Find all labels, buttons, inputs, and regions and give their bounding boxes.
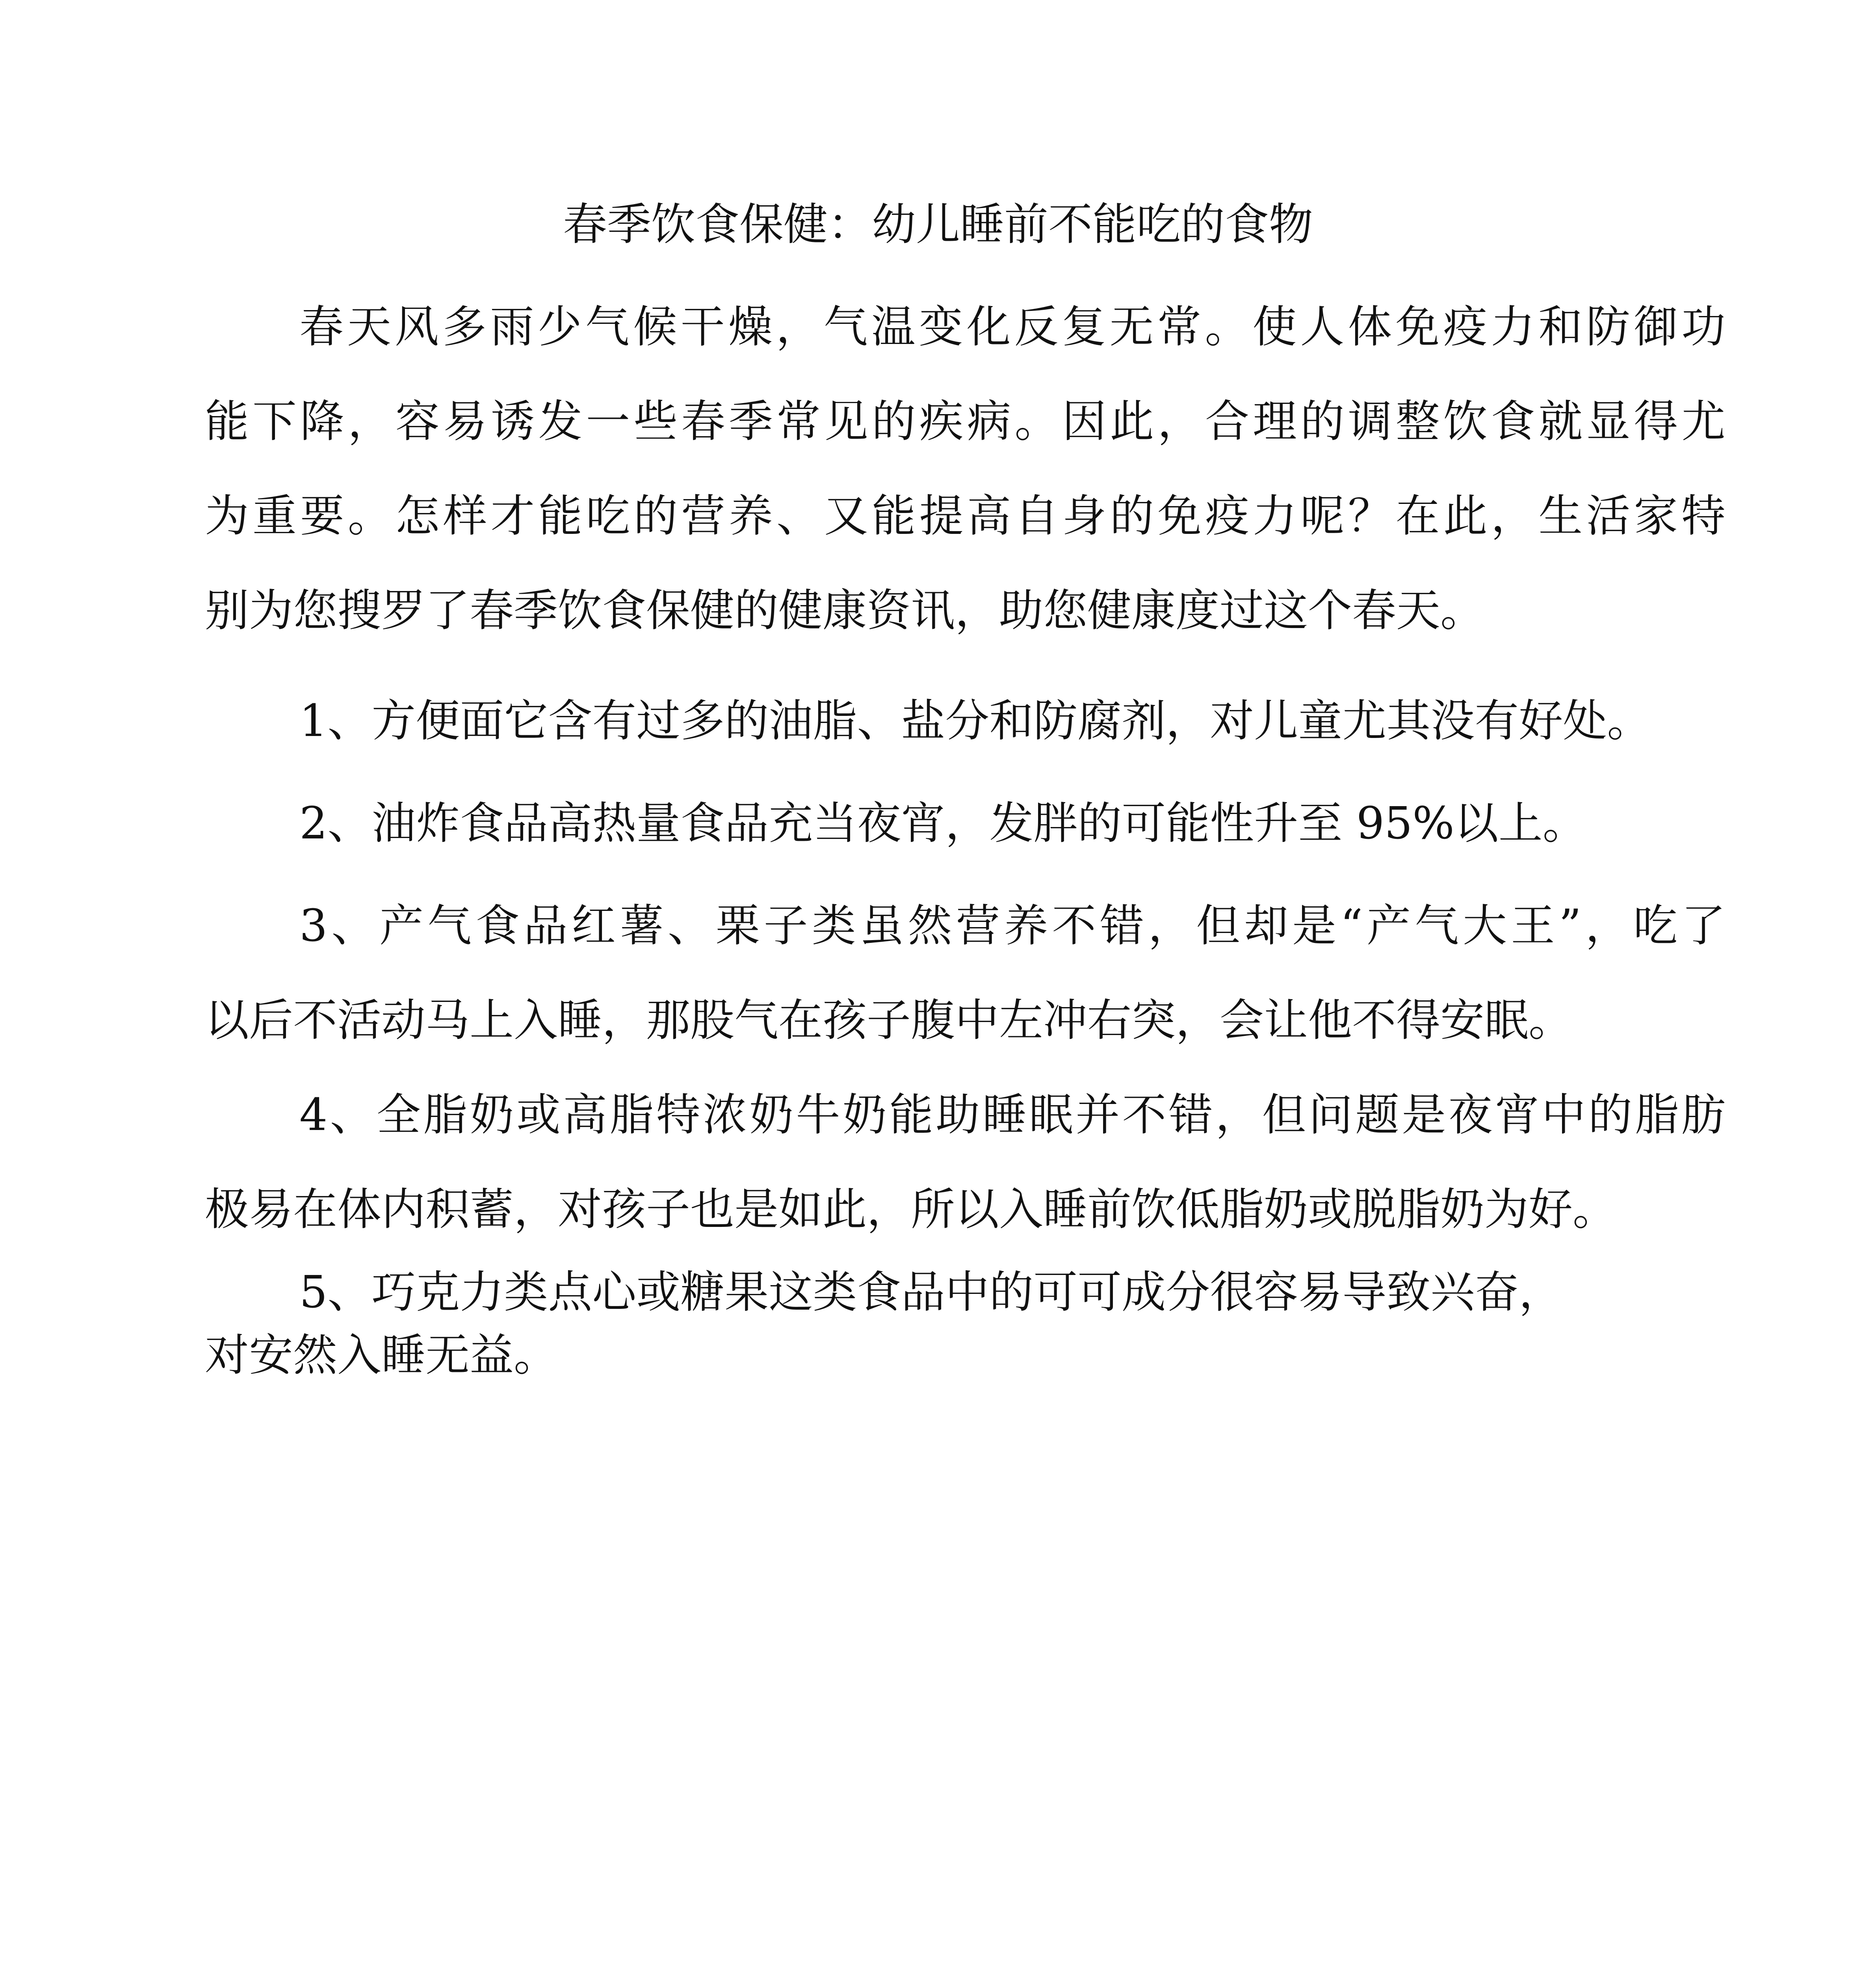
intro-line-2: 能下降，容易诱发一些春季常见的疾病。因此，合理的调整饮食就显得尤: [205, 396, 1726, 447]
list-item-3-line-2: 以后不活动马上入睡，那股气在孩子腹中左冲右突，会让他不得安眠。: [205, 995, 1573, 1046]
list-item-5-line-1: 5、巧克力类点心或糖果这类食品中的可可成分很容易导致兴奋，: [299, 1267, 1563, 1318]
list-item-2-line-1: 2、油炸食品高热量食品充当夜宵，发胖的可能性升至 95%以上。: [299, 798, 1587, 849]
list-item-5-line-2: 对安然入睡无益。: [205, 1330, 558, 1381]
list-item-1-line-1: 1、方便面它含有过多的油脂、盐分和防腐剂，对儿童尤其没有好处。: [299, 695, 1651, 747]
document-title: 春季饮食保健：幼儿睡前不能吃的食物: [563, 199, 1313, 250]
list-item-3-line-1: 3、产气食品红薯、栗子类虽然营养不错，但却是“产气大王”，吃了: [299, 900, 1726, 952]
intro-line-4: 别为您搜罗了春季饮食保健的健康资讯，助您健康度过这个春天。: [205, 585, 1484, 636]
list-item-4-line-1: 4、全脂奶或高脂特浓奶牛奶能助睡眠并不错，但问题是夜宵中的脂肪: [299, 1089, 1726, 1141]
intro-line-3: 为重要。怎样才能吃的营养、又能提高自身的免疫力呢？在此，生活家特: [205, 491, 1726, 542]
intro-line-1: 春天风多雨少气候干燥，气温变化反复无常。使人体免疫力和防御功: [299, 301, 1726, 353]
list-item-4-line-2: 极易在体内积蓄，对孩子也是如此，所以入睡前饮低脂奶或脱脂奶为好。: [205, 1184, 1617, 1235]
